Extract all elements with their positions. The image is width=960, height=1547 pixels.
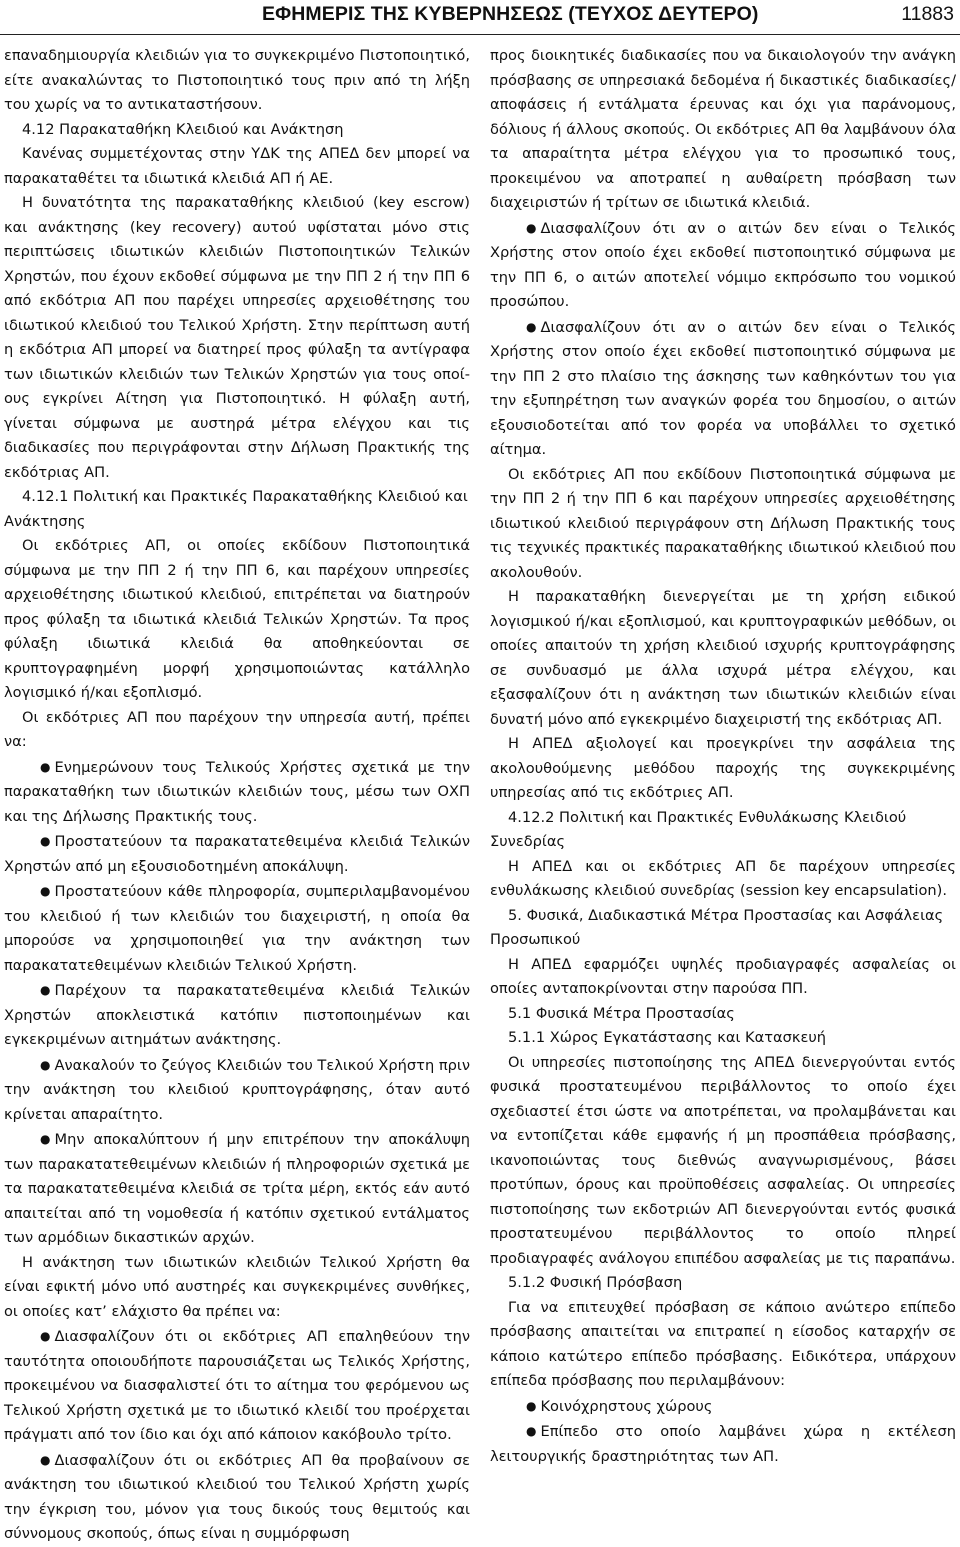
page-header bbox=[0, 0, 960, 35]
bullet-item bbox=[4, 1448, 470, 1547]
bullet-text: Προστατεύουν τα παρακατατεθειμένα κλειδιά Τελικών Χρηστών από μη εξουσιοδοτημένη αποκάλυψη. bbox=[4, 833, 470, 875]
bullet-item bbox=[490, 315, 956, 463]
bullet-text: Διασφαλίζουν ότι οι εκδότριες ΑΠ θα προβαίνουν σε ανάκτηση του ιδιωτικού κλειδιού του Τελικού Χρήστη χωρίς την έγκριση του, μόνον για τους δικούς τους θεμιτούς και σύννομους σκοπούς, όπως είναι η συμμόρφωση bbox=[4, 1451, 470, 1542]
bullet-item bbox=[4, 1324, 470, 1448]
bullet-icon: ● bbox=[40, 834, 51, 848]
bullet-text: Μην αποκαλύπτουν ή μην επιτρέπουν την αποκάλυψη των παρακατατεθειμένων κλειδιών ή πληροφοριών σχετικά με τα παρακατατεθειμένα κλειδιά σε τρίτα μέρη, εκτός εάν αυτό απαιτείται από τη νομοθεσία ή κατόπιν σχετικού εντάλματος των αρμόδιων δικαστικών αρχών. bbox=[4, 1131, 470, 1246]
section-heading: 4.12.1 Πολιτική και Πρακτικές Παρακαταθήκης Κλειδιού και Ανάκτησης bbox=[4, 488, 468, 530]
paragraph: επαναδημιουργία κλειδιών για το συγκεκριμένο Πιστοποιητικό, είτε ανακαλώντας το Πιστοποιητικό τους πριν από τη λήξη του χωρίς να το αντικαταστήσουν. bbox=[4, 47, 470, 113]
paragraph: Κανένας συμμετέχοντας στην ΥΔΚ της ΑΠΕΔ δεν μπορεί να παρακαταθέτει τα ιδιωτικά κλειδιά ΑΠ ή ΑΕ. bbox=[4, 145, 470, 187]
paragraph: Η παρακαταθήκη διενεργείται με τη χρήση ειδικού λογισμικού ή/και εξοπλισμού, και κρυπτογραφικών μεθόδων, οι οποίες απαιτούν τη χρήση κλειδιού ισχυρής κρυπτογράφησης σε συνδυασμό με άλλα ισχυρά μέτρα ελέγχου, και εξασφαλίζουν ότι η ανάκτηση των ιδιωτικών κλειδιών είναι δυνατή μόνο από εγκεκριμένο διαχειριστή της εκδότριας ΑΠ. bbox=[490, 588, 956, 728]
paragraph: Η ΑΠΕΔ και οι εκδότριες ΑΠ δε παρέχουν υπηρεσίες ενθυλάκωσης κλειδιού συνεδρίας (session key encapsulation). bbox=[490, 857, 956, 899]
section-heading: 4.12.2 Πολιτική και Πρακτικές Ενθυλάκωσης Κλειδιού Συνεδρίας bbox=[490, 808, 907, 850]
bullet-text: Διασφαλίζουν ότι αν ο αιτών δεν είναι ο Τελικός Χρήστης στον οποίο έχει εκδοθεί πιστοποιητικό σύμφωνα με την ΠΠ 6, ο αιτών αποτελεί νόμιμο εκπρόσωπο του νομικού προσώπου. bbox=[490, 219, 956, 310]
paragraph: Οι εκδότριες ΑΠ που εκδίδουν Πιστοποιητικά σύμφωνα με την ΠΠ 2 ή την ΠΠ 6 και παρέχουν υπηρεσίες αρχειοθέτησης ιδιωτικού κλειδιού περιγράφουν στη Δήλωση Πρακτικής τους τις τεχνικές πρακτικές παρακαταθήκης ιδιωτικού κλειδιού που ακολουθούν. bbox=[490, 465, 956, 581]
page-number: 11883 bbox=[901, 3, 954, 25]
section-heading: 5. Φυσικά, Διαδικαστικά Μέτρα Προστασίας και Ασφάλειας Προσωπικού bbox=[490, 906, 944, 948]
paragraph: Οι υπηρεσίες πιστοποίησης της ΑΠΕΔ διενεργούνται εντός φυσικά προστατευμένου περιβάλλοντος το οποίο έχει σχεδιαστεί έτσι ώστε να αποτρέπεται, να προλαμβάνεται και να εντοπίζεται κάθε εμφανής ή μη προσπάθεια πρόσβασης, ικανοποιώντας τους διεθνώς αναγνωρισμένους, βάσει προτύπων, όρους και προϋποθέσεις ασφαλείας. Οι υπηρεσίες πιστοποίησης των εκδοτριών ΑΠ διενεργούνται εντός φυσικά προστατευμένου περιβάλλοντος το οποίο πληρεί προδιαγραφές ανάλογου επιπέδου ασφαλείας με τις παραπάνω. bbox=[490, 1053, 956, 1267]
paragraph: Η ΑΠΕΔ εφαρμόζει υψηλές προδιαγραφές ασφαλείας οι οποίες ανταποκρίνονται στην παρούσα ΠΠ. bbox=[490, 955, 956, 997]
bullet-item bbox=[4, 1053, 470, 1128]
bullet-text: Ανακαλούν το ζεύγος Κλειδιών του Τελικού Χρήστη πριν την ανάκτηση του κλειδιού κρυπτογράφησης, όταν αυτό κρίνεται απαραίτητο. bbox=[4, 1056, 470, 1123]
section-heading: 4.12 Παρακαταθήκη Κλειδιού και Ανάκτηση bbox=[22, 120, 344, 138]
bullet-icon: ● bbox=[40, 1132, 51, 1146]
bullet-icon: ● bbox=[526, 220, 537, 235]
bullet-icon: ● bbox=[526, 319, 537, 334]
paragraph: Η δυνατότητα της παρακαταθήκης κλειδιού (key escrow) και ανάκτησης (key recovery) αυτού υφίσταται μόνο στις περιπτώσεις ιδιωτικών κλειδιών Πιστοποιητικών Τελικών Χρηστών, που έχουν εκδοθεί σύμφωνα με την ΠΠ 2 ή την ΠΠ 6 από εκδότρια ΑΠ που παρέχει υπηρεσίες αρχειοθέτησης του ιδιωτικού κλειδιού του Τελικού Χρήστη. Στην περίπτωση αυτή η εκδότρια ΑΠ μπορεί να διατηρεί προς φύλαξη τα αντίγραφα των ιδιωτικών κλειδιών των Τελικών Χρηστών για τους οποίους εγκρίνει Αίτηση για Πιστοποιητικό. Η φύλαξη αυτή, γίνεται σύμφωνα με αυστηρά μέτρα ελέγχου και τις διαδικασίες που περιγράφονται στην Δήλωση Πρακτικής της εκδότριας ΑΠ. bbox=[4, 194, 470, 481]
bullet-icon: ● bbox=[526, 1424, 537, 1438]
bullet-item bbox=[4, 755, 470, 830]
bullet-icon: ● bbox=[526, 1398, 537, 1413]
section-heading: 5.1 Φυσικά Μέτρα Προστασίας bbox=[508, 1004, 735, 1022]
bullet-icon: ● bbox=[40, 1057, 51, 1072]
bullet-text: Ενημερώνουν τους Τελικούς Χρήστες σχετικά με την παρακαταθήκη των ιδιωτικών κλειδιών τους, μέσω των ΟΧΠ και της Δήλωσης Πρακτικής τους. bbox=[4, 758, 470, 825]
paragraph: Οι εκδότριες ΑΠ που παρέχουν την υπηρεσία αυτή, πρέπει να: bbox=[4, 708, 470, 750]
bullet-text: Διασφαλίζουν ότι οι εκδότριες ΑΠ επαληθεύουν την ταυτότητα οποιουδήποτε παρουσιάζεται ως Τελικός Χρήστης, προκειμένου να διασφαλιστεί ότι το αίτημα του φερόμενου ως Τελικού Χρήστη σχετικά με το ιδιωτικό κλειδί του προέρχεται πράγματι από τον ίδιο και όχι από κάποιον κακόβουλο τρίτο. bbox=[4, 1328, 470, 1443]
paragraph: Η ανάκτηση των ιδιωτικών κλειδιών Τελικού Χρήστη θα είναι εφικτή μόνο υπό αυστηρές και συγκεκριμένες συνθήκες, οι οποίες κατ’ ελάχιστο θα πρέπει να: bbox=[4, 1253, 470, 1320]
bullet-icon: ● bbox=[40, 1452, 51, 1467]
bullet-item bbox=[490, 1394, 956, 1420]
paragraph: Η ΑΠΕΔ αξιολογεί και προεγκρίνει την ασφάλεια της ακολουθούμενης μεθόδου παροχής της συγκεκριμένης υπηρεσίας από τις εκδότριες ΑΠ. bbox=[490, 735, 956, 801]
bullet-item bbox=[4, 978, 470, 1053]
bullet-item bbox=[490, 216, 956, 315]
bullet-text: Διασφαλίζουν ότι αν ο αιτών δεν είναι ο Τελικός Χρήστης στον οποίο έχει εκδοθεί πιστοποιητικό σύμφωνα με την ΠΠ 2 στο πλαίσιο της άσκησης των καθηκόντων του για την εξυπηρέτηση των αναγκών φορέα του δημοσίου, ο αιτών εξουσιοδοτείται από τον φορέα να υποβάλλει το σχετικό αίτημα. bbox=[490, 318, 956, 458]
bullet-icon: ● bbox=[40, 1329, 51, 1343]
paragraph: Για να επιτευχθεί πρόσβαση σε κάποιο ανώτερο επίπεδο πρόσβασης απαιτείται να επιτραπεί η είσοδος καταρχήν σε κάποιο κατώτερο επίπεδο πρόσβασης. Ειδικότερα, υπάρχουν επίπεδα πρόσβασης που περιλαμβάνουν: bbox=[490, 1298, 956, 1389]
paragraph: Οι εκδότριες ΑΠ, οι οποίες εκδίδουν Πιστοποιητικά σύμφωνα με την ΠΠ 2 ή την ΠΠ 6, και παρέχουν υπηρεσίες αρχειοθέτησης ιδιωτικού κλειδιού, επιτρέπεται να διατηρούν προς φύλαξη τα ιδιωτικά κλειδιά Τελικών Χρηστών. Τα προς φύλαξη ιδιωτικά κλειδιά θα αποθηκεύονται σε κρυπτογραφημένη μορφή χρησιμοποιώντας κατάλληλο λογισμικό ή/και εξοπλισμό. bbox=[4, 537, 470, 701]
section-heading: 5.1.1 Χώρος Εγκατάστασης και Κατασκευή bbox=[508, 1029, 827, 1046]
bullet-text: Παρέχουν τα παρακατατεθειμένα κλειδιά Τελικών Χρηστών αποκλειστικά κατόπιν πιστοποιημένων και εγκεκριμένων αιτημάτων ανάκτησης. bbox=[4, 982, 470, 1048]
bullet-icon: ● bbox=[40, 884, 51, 898]
gazette-title: ΕΦΗΜΕΡΙΣ ΤΗΣ ΚΥΒΕΡΝΗΣΕΩΣ (ΤΕΥΧΟΣ ΔΕΥΤΕΡΟ) bbox=[262, 3, 759, 25]
bullet-text: Επίπεδο στο οποίο λαμβάνει χώρα η εκτέλεση λειτουργικής δραστηριότητας των ΑΠ. bbox=[490, 1423, 956, 1465]
bullet-item bbox=[4, 1127, 470, 1251]
bullet-item bbox=[4, 879, 470, 978]
paragraph: προς διοικητικές διαδικασίες που να δικαιολογούν την ανάγκη πρόσβασης σε υπηρεσιακά δεδομένα ή δικαστικές διαδικασίες/αποφάσεις ή εντάλματα έρευνας και όχι για παράνομους, δόλιους ή άλλους σκοπούς. Οι εκδότριες ΑΠ θα λαμβάνουν όλα τα απαραίτητα μέτρα ελέγχου για το προσωπικό τους, προκειμένου να αποτραπεί η αυθαίρετη πρόσβαση των διαχειριστών ή τρίτων σε ιδιωτικά κλειδιά. bbox=[490, 47, 956, 211]
bullet-item bbox=[490, 1419, 956, 1469]
bullet-icon: ● bbox=[40, 983, 51, 997]
right-column bbox=[490, 44, 956, 1469]
bullet-text: Προστατεύουν κάθε πληροφορία, συμπεριλαμβανομένου του κλειδιού ή των κλειδιών του διαχειριστή, η οποία θα μπορούσε να χρησιμοποιηθεί για την ανάκτηση των παρακατατεθειμένων κλειδιών Τελικού Χρήστη. bbox=[4, 883, 470, 974]
bullet-item bbox=[4, 829, 470, 879]
section-heading: 5.1.2 Φυσική Πρόσβαση bbox=[508, 1274, 683, 1291]
bullet-text: Κοινόχρηστους χώρους bbox=[540, 1397, 713, 1415]
left-column bbox=[4, 44, 470, 1547]
bullet-icon: ● bbox=[40, 759, 51, 774]
